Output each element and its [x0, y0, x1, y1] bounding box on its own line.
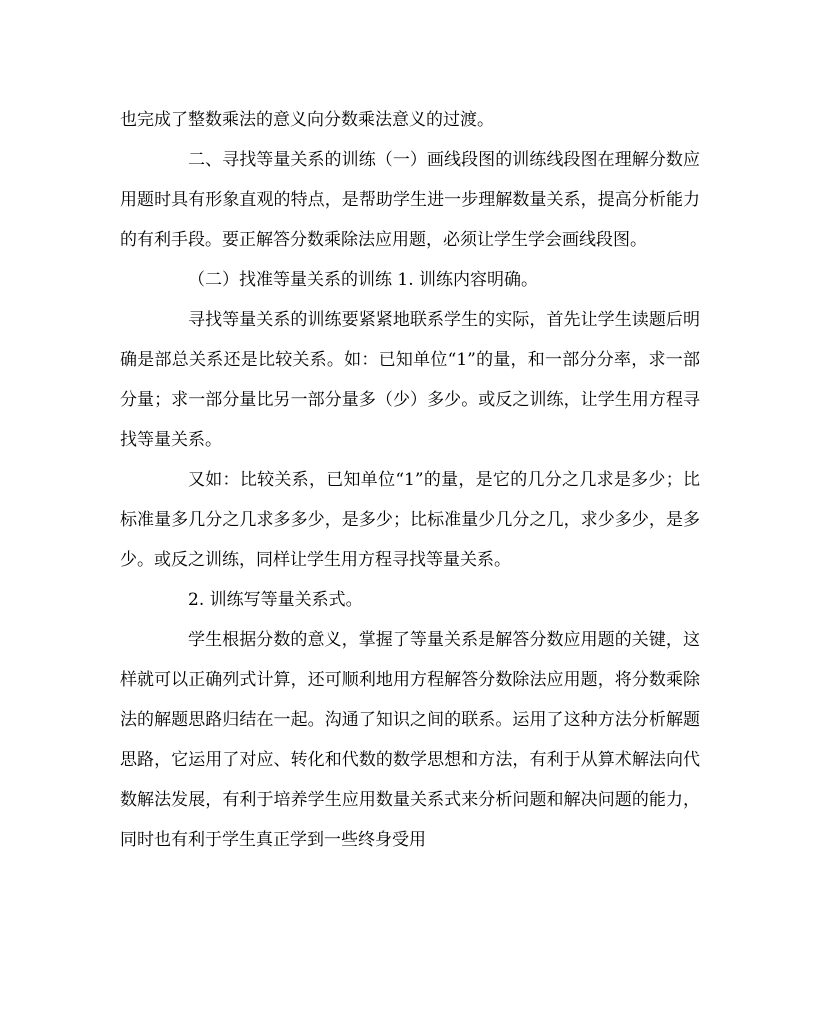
paragraph-5: 又如：比较关系，已知单位“1”的量，是它的几分之几求是多少；比标准量多几分之几求多多少，是多少；比标准量少几分之几，求少多少，是多少。或反之训练，同样让学生用方程寻找等量关系。	[120, 470, 700, 570]
paragraph-7: 学生根据分数的意义，掌握了等量关系是解答分数应用题的关键，这样就可以正确列式计算，还可顺利地用方程解答分数除法应用题，将分数乘除法的解题思路归结在一起。沟通了知识之间的联系。运用了这种方法分析解题思路，它运用了对应、转化和代数的数学思想和方法，有利于从算术解法向代数解法发展，有利于培养学生应用数量关系式来分析问题和解决问题的能力，同时也有利于学生真正学到一些终身受用	[120, 630, 700, 850]
paragraph-4: 寻找等量关系的训练要紧紧地联系学生的实际，首先让学生读题后明确是部总关系还是比较关系。如：已知单位“1”的量，和一部分分率，求一部分量；求一部分量比另一部分量多（少）多少。或反之训练，让学生用方程寻找等量关系。	[120, 310, 700, 450]
paragraph-6: 2. 训练写等量关系式。	[188, 590, 363, 610]
document-body	[120, 100, 700, 860]
paragraph-1: 也完成了整数乘法的意义向分数乘法意义的过渡。	[120, 110, 494, 130]
paragraph-3: （二）找准等量关系的训练 1. 训练内容明确。	[188, 270, 539, 290]
paragraph-2: 二、寻找等量关系的训练（一）画线段图的训练线段图在理解分数应用题时具有形象直观的特点，是帮助学生进一步理解数量关系，提高分析能力的有利手段。要正解答分数乘除法应用题，必须让学生学会画线段图。	[120, 150, 700, 250]
